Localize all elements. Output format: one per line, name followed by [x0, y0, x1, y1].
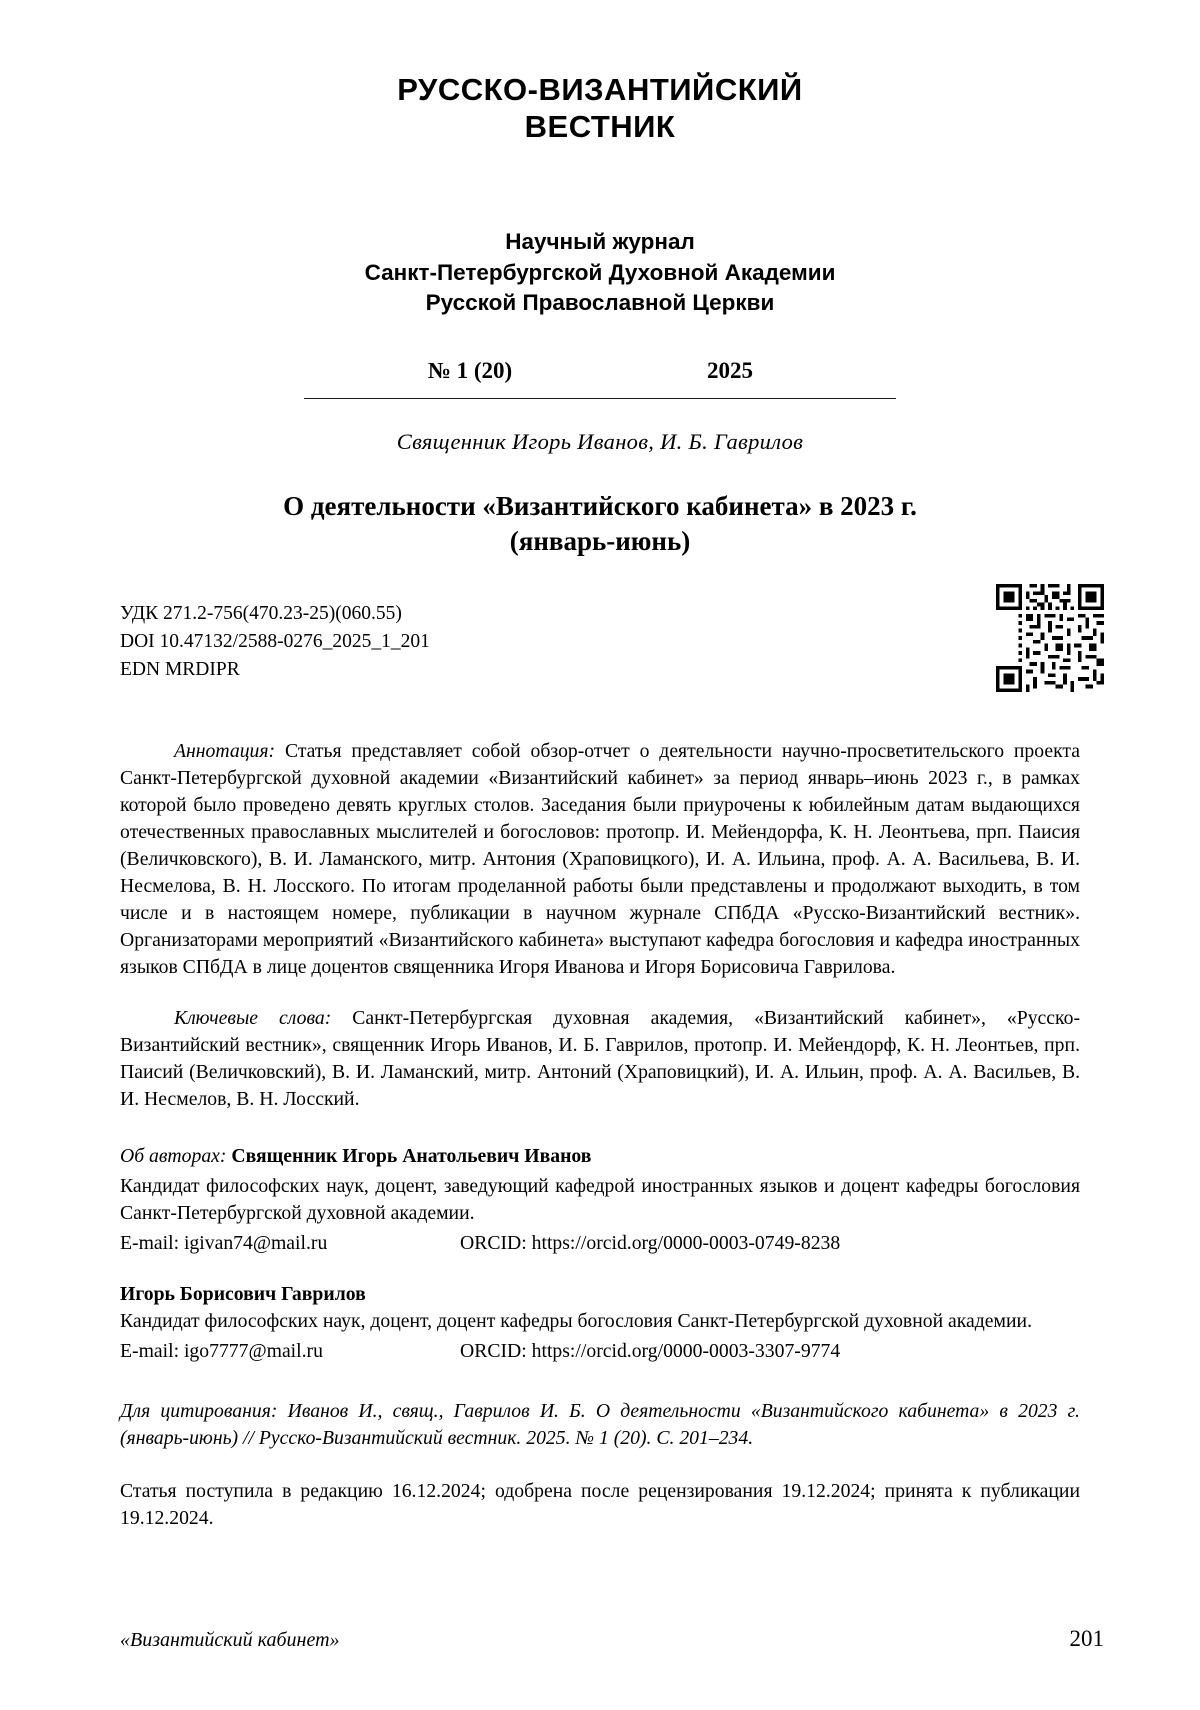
footer-running-title: «Византийский кабинет» [120, 1629, 340, 1651]
author1-name: Священник Игорь Анатольевич Иванов [231, 1145, 592, 1168]
author2-description: Кандидат философских наук, доцент, доцент кафедры богословия Санкт-Петербургской духовной академии. [120, 1310, 1032, 1333]
keywords-text: Санкт-Петербургская духовная академия, «Византийский кабинет», «Русско-Византийский вестник», священник Игорь Иванов, И. Б. Гаврилов, протопр. И. Мейендорф, К. Н. Леонтьев, прп. Паисий (Величковский), В. И. Ламанский, митр. Антоний (Храповицкий), И. А. Ильин, проф. А. А. Васильев, В. И. Несмелов, В. Н. Лосский. [120, 1007, 1080, 1111]
issue-line [0, 358, 1200, 384]
author2-contacts [120, 1338, 1080, 1366]
page-footer [120, 1626, 1104, 1652]
about-authors-heading [120, 1143, 1080, 1171]
issue-number: № 1 (20) [427, 358, 513, 384]
author1-contacts [120, 1230, 1080, 1258]
abstract-text: Статья представляет собой обзор-отчет о деятельности научно-просветительского проекта Санкт-Петербургской духовной академии «Византийский кабинет» за период январь–июнь 2023 г., в рамках которой было проведено девять круглых столов. Заседания были приурочены к юбилейным датам выдающихся отечественных православных мыслителей и богословов: протопр. И. Мейендорфа, К. Н. Леонтьева, прп. Паисия (Величковского), В. И. Ламанского, митр. Антония (Храповицкого), И. А. Ильина, проф. А. А. Васильева, В. И. Несмелова, В. Н. Лосского. По итогам проделанной работы были представлены и продолжают выходить, в том числе и в настоящем номере, публикации в научном журнале СПбДА «Русско-Византийский вестник». Организаторами мероприятий «Византийского кабинета» выступают кафедра богословия и кафедра иностранных языков СПбДА в лице доцентов священника Игоря Иванова и Игоря Борисовича Гаврилова. [120, 740, 1080, 979]
citation-paragraph [120, 1398, 1080, 1452]
article-identifiers [0, 600, 1200, 712]
journal-subtitle [0, 227, 1200, 318]
author1-email[interactable]: E-mail: igivan74@mail.ru [120, 1231, 328, 1254]
article-body [120, 738, 1080, 1531]
about-authors-label: Об авторах: [120, 1145, 227, 1168]
received-paragraph: Статья поступила в редакцию 16.12.2024; одобрена после рецензирования 19.12.2024; принята к публикации 19.12.2024. [120, 1479, 1080, 1529]
journal-subtitle-line2: Санкт-Петербургской Духовной Академии [364, 259, 836, 285]
keywords-paragraph [120, 1005, 1080, 1113]
citation-label: Для цитирования: [120, 1399, 278, 1422]
article-title-line2: (январь-июнь) [509, 525, 691, 556]
journal-masthead [0, 0, 1200, 399]
author2-email[interactable]: E-mail: igo7777@mail.ru [120, 1340, 323, 1363]
keywords-label: Ключевые слова: [174, 1007, 332, 1030]
journal-subtitle-line1: Научный журнал [505, 229, 695, 255]
author1-description: Кандидат философских наук, доцент, заведующий кафедрой иностранных языков и доцент кафедры богословия Санкт-Петербургской духовной академии. [120, 1174, 1080, 1224]
edn-line: EDN MRDIPR [120, 658, 240, 680]
article-title-line1: О деятельности «Византийского кабинета» в 2023 г. [283, 491, 917, 522]
qr-code-icon [996, 584, 1104, 692]
author2-orcid[interactable]: ORCID: https://orcid.org/0000-0003-3307-9774 [460, 1340, 841, 1363]
issue-year: 2025 [707, 358, 753, 384]
footer-page-number: 201 [1069, 1626, 1104, 1651]
journal-title-line1: РУССКО-ВИЗАНТИЙСКИЙ [397, 72, 803, 107]
article-title [118, 489, 1082, 558]
citation-text: Иванов И., свящ., Гаврилов И. Б. О деятельности «Византийского кабинета» в 2023 г. (январь-июнь) // Русско-Византийский вестник. 2025. № 1 (20). С. 201–234. [120, 1399, 1080, 1449]
journal-subtitle-line3: Русской Православной Церкви [425, 289, 775, 315]
article-authors: Священник Игорь Иванов, И. Б. Гаврилов [396, 429, 804, 455]
journal-title-line2: ВЕСТНИК [524, 108, 676, 144]
author2-name: Игорь Борисович Гаврилов [120, 1283, 366, 1306]
header-divider [304, 398, 896, 399]
abstract-paragraph [120, 738, 1080, 981]
doi-line: DOI 10.47132/2588-0276_2025_1_201 [120, 631, 430, 653]
author1-orcid[interactable]: ORCID: https://orcid.org/0000-0003-0749-8238 [460, 1231, 841, 1254]
udk-line: УДК 271.2-756(470.23-25)(060.55) [120, 603, 402, 625]
abstract-label: Аннотация: [174, 740, 276, 763]
journal-title [0, 72, 1200, 145]
